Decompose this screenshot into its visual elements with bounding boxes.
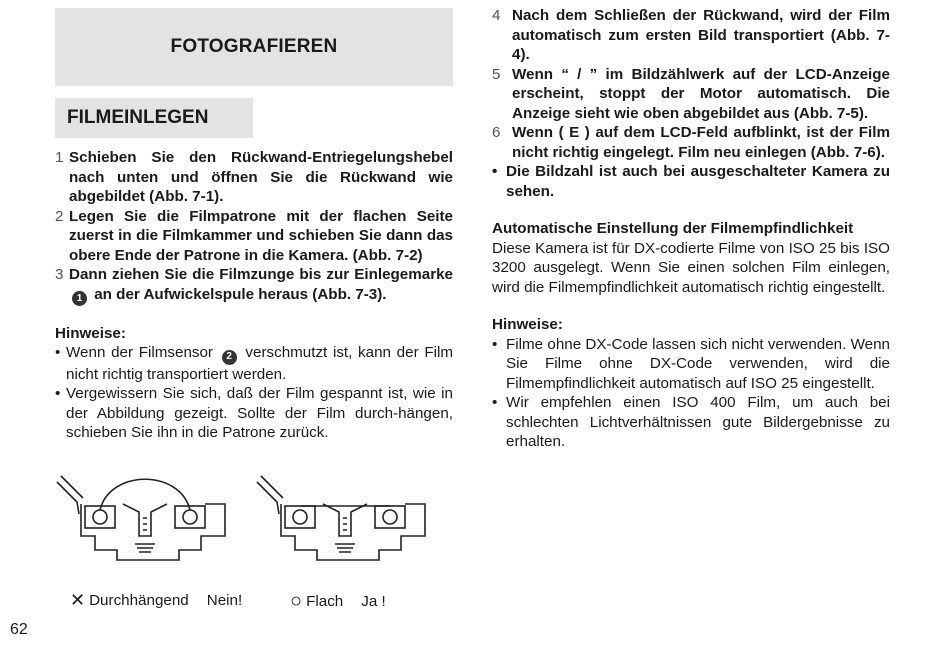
- note-item: [55, 343, 453, 384]
- loading-steps: [55, 148, 453, 306]
- page-title: FOTOGRAFIEREN: [55, 8, 453, 86]
- step-1: [55, 148, 453, 207]
- cross-icon: ✕: [70, 590, 86, 610]
- caption-label: Durchhängend: [89, 592, 189, 609]
- note-text: [66, 343, 453, 384]
- step-text: Legen Sie die Filmpatrone mit der flachen Seite zuerst in die Filmkammer und schieben Sie dann das obere Ende der Patrone in die Kamera. (Abb. 7-2): [69, 207, 453, 264]
- step-number: 4: [492, 7, 501, 24]
- circle-icon: ○: [290, 590, 303, 612]
- step-3: [55, 265, 453, 306]
- step-text: Wenn “ / ” im Bildzählwerk auf der LCD-Anzeige erscheint, stoppt der Motor automatisch. Die Anzeige sieht wie oben abgebildet aus (Abb. 7-5).: [512, 65, 890, 122]
- note-text: Die Bildzahl ist auch bei ausgeschalteter Kamera zu sehen.: [506, 163, 890, 200]
- step-number: 1: [55, 149, 64, 166]
- caption-verdict: Nein!: [206, 592, 243, 609]
- note-text: Wir empfehlen einen ISO 400 Film, um auch bei schlechten Lichtverhältnissen gute Bildergebnisse zu erhalten.: [506, 394, 890, 450]
- right-column: [492, 6, 890, 452]
- bullet-icon: •: [492, 335, 498, 353]
- page-number: 62: [10, 621, 28, 638]
- note-text: Filme ohne DX-Code lassen sich nicht verwenden. Wenn Sie Filme ohne DX-Code verwenden, wird die Filmempfindlichkeit automatisch auf ISO 25 eingestellt.: [506, 335, 890, 392]
- step-text: Schieben Sie den Rückwand-Entriegelungshebel nach unten und öffnen Sie die Rückwand wie abgebildet (Abb. 7-1).: [69, 149, 453, 205]
- film-illustrations: [55, 474, 455, 574]
- step-2: [55, 207, 453, 266]
- step-4: [492, 6, 890, 65]
- iso-text: Diese Kamera ist für DX-codierte Filme von ISO 25 bis ISO 3200 ausgelegt. Wenn Sie einen solchen Film einlegen, wird die Filmempfindlichkeit automatisch richtig eingestellt.: [492, 239, 890, 296]
- step-5: [492, 65, 890, 124]
- caption-flat: [290, 590, 386, 613]
- step-text: Wenn ( E ) auf dem LCD-Feld aufblinkt, ist der Film nicht richtig eingelegt. Film neu einlegen (Abb. 7-6).: [512, 124, 890, 161]
- caption-verdict: Ja !: [361, 593, 386, 610]
- bullet-icon: •: [492, 163, 498, 180]
- flat-film-illustration: [257, 476, 425, 560]
- step-number: 2: [55, 207, 64, 225]
- marker-1-icon: 1: [72, 291, 87, 306]
- step-text-part: Dann ziehen Sie die Filmzunge bis zur Einlegemarke: [69, 266, 453, 283]
- section-title: FILMEINLEGEN: [55, 98, 253, 138]
- bullet-icon: •: [55, 344, 61, 362]
- step-6: [492, 123, 890, 162]
- note-text-part: verschmutzt ist, kann der Film nicht richtig transportiert werden.: [66, 344, 453, 383]
- step-text: Nach dem Schließen der Rückwand, wird der Film automatisch zum ersten Bild transportiert (Abb. 7-4).: [512, 7, 890, 63]
- film-diagram-icon: [55, 474, 455, 574]
- caption-sagging: [70, 590, 242, 611]
- iso-heading: Automatische Einstellung der Filmempfindlichkeit: [492, 220, 854, 237]
- bullet-icon: •: [55, 385, 61, 402]
- step-number: 5: [492, 65, 501, 83]
- notes-heading: Hinweise:: [55, 324, 126, 342]
- marker-2-icon: 2: [222, 350, 237, 365]
- note-item: [492, 393, 890, 452]
- step-text: [69, 265, 453, 306]
- step-number: 3: [55, 266, 64, 283]
- bullet-icon: •: [492, 394, 498, 411]
- notes-heading: Hinweise:: [492, 316, 563, 333]
- sagging-film-illustration: [57, 476, 225, 560]
- caption-label: Flach: [306, 593, 344, 610]
- counter-note: [492, 162, 890, 201]
- step-text-part: an der Aufwickelspule heraus (Abb. 7-3).: [94, 285, 387, 303]
- note-text-part: Wenn der Filmsensor: [66, 344, 213, 362]
- left-column: [55, 8, 453, 443]
- note-text: Vergewissern Sie sich, daß der Film gespannt ist, wie in der Abbildung gezeigt. Sollte der Film durch-hängen, schieben Sie ihn in die Patrone zurück.: [66, 385, 453, 441]
- note-item: [492, 335, 890, 394]
- note-item: [55, 384, 453, 443]
- step-number: 6: [492, 124, 501, 141]
